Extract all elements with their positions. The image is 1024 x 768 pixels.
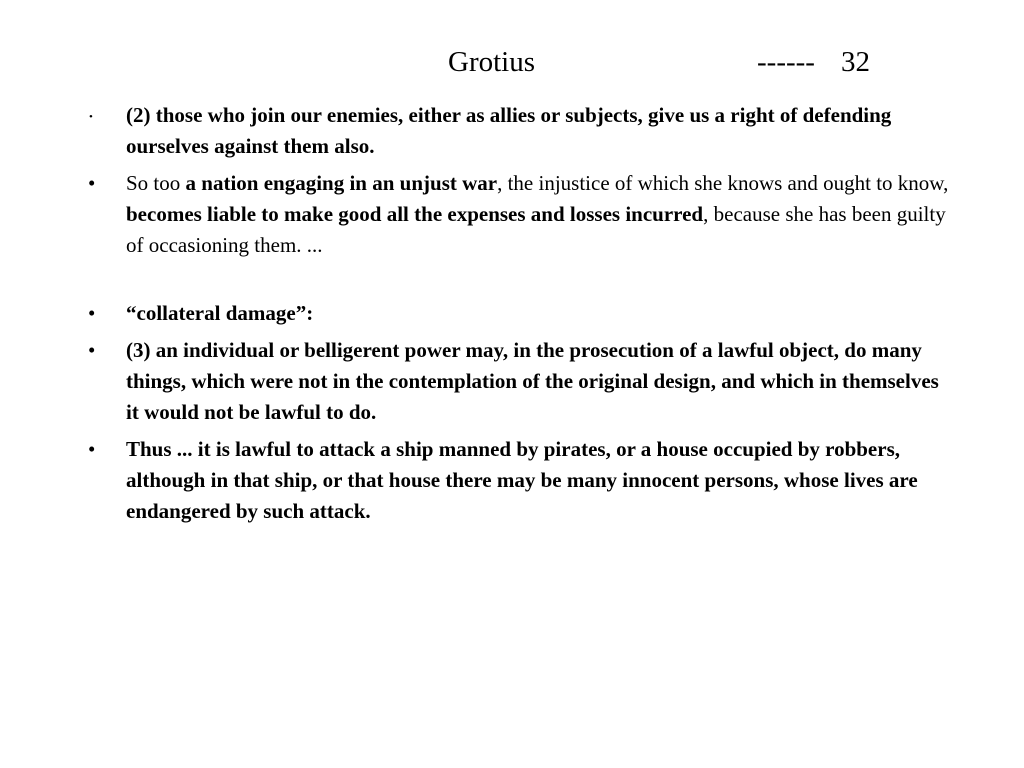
- text-segment: , because she has been guilty of occasioning them. ...: [126, 202, 946, 257]
- bold-segment: (2) those who join our enemies, either as allies or subjects, give us a right of defending ourselves against them also.: [126, 103, 892, 158]
- bold-segment: a nation engaging in an unjust war: [185, 171, 498, 195]
- text-segment: , the injustice of which she knows and ought to know,: [497, 171, 949, 195]
- bullet-text: [126, 301, 313, 325]
- bold-segment: Thus ... it is lawful to attack a ship manned by pirates, or a house occupied by robbers, although in that ship, or that house there may be many innocent persons, whose lives are endangered by such attack.: [126, 437, 918, 523]
- bold-segment: (3) an individual or belligerent power may, in the prosecution of a lawful object, do many things, which were not in the contemplation of the original design, and which in themselves it would not be lawful to do.: [126, 338, 939, 424]
- slide-title: [0, 42, 1024, 82]
- bullet-list: [84, 100, 954, 533]
- title-text: Grotius: [448, 46, 535, 78]
- text-segment: So too: [126, 171, 186, 195]
- bullet-text: [126, 437, 918, 523]
- bold-segment: “collateral damage”:: [126, 301, 314, 325]
- bullet-marker: •: [88, 171, 96, 195]
- title-dashes: ------: [757, 46, 815, 78]
- bullet-item: [84, 335, 954, 428]
- bullet-item: [84, 298, 954, 329]
- bullet-item: [84, 434, 954, 527]
- bullet-text: [126, 103, 891, 158]
- slide-number: 32: [841, 46, 870, 78]
- bullet-marker: •: [88, 437, 96, 461]
- bullet-text: [126, 171, 948, 257]
- bullet-marker: •: [88, 338, 96, 362]
- bullet-marker: •: [89, 111, 93, 123]
- bold-segment: becomes liable to make good all the expenses and losses incurred: [126, 202, 704, 226]
- bullet-text: [126, 338, 939, 424]
- bullet-marker: •: [88, 301, 96, 325]
- bullet-item: [84, 168, 954, 261]
- bullet-item: [84, 100, 954, 162]
